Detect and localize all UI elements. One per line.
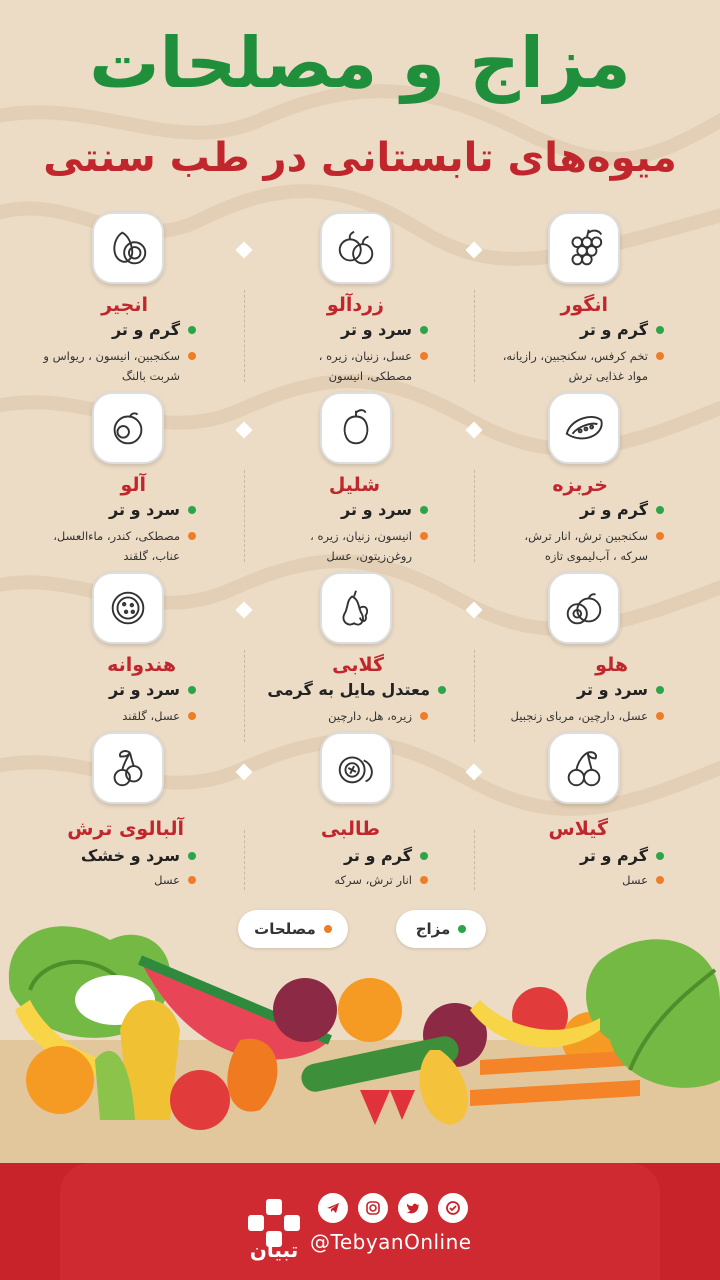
fruit-name: هندوانه — [107, 654, 176, 676]
remedy-text: عسل — [154, 873, 180, 887]
mizaj-dot — [188, 506, 196, 514]
remedy-dot — [656, 532, 664, 540]
mizaj-dot — [656, 506, 664, 514]
fruit-name: زردآلو — [326, 294, 384, 316]
remedy-text: عسل، گلقند — [122, 709, 180, 723]
mizaj-row — [109, 680, 196, 699]
mizaj-dot — [438, 686, 446, 694]
page-title: مزاج و مصلحات — [89, 22, 631, 104]
fruit-name: آلو — [120, 474, 146, 496]
mizaj-text: سرد و تر — [577, 680, 648, 699]
footer-panel — [60, 1163, 660, 1280]
remedy-text: تخم کرفس، سکنجبین، رازیانه، مواد غذایی ترش — [502, 349, 648, 383]
remedy-dot — [420, 352, 428, 360]
fruit-name: انجیر — [101, 294, 148, 316]
fig-icon — [92, 212, 164, 284]
remedy-dot — [420, 532, 428, 540]
instagram-icon[interactable] — [358, 1193, 388, 1223]
watermelon-icon — [92, 572, 164, 644]
mizaj-row — [341, 320, 428, 339]
remedy-text: عسل — [622, 873, 648, 887]
mizaj-row — [580, 846, 664, 865]
remedy-text: انار ترش، سرکه — [334, 873, 412, 887]
mizaj-dot — [420, 506, 428, 514]
fruit-name: گلابی — [332, 654, 384, 676]
mizaj-text: سرد و خشک — [80, 846, 180, 865]
remedy-row — [282, 526, 428, 566]
nectarine-icon — [320, 392, 392, 464]
remedy-text: عسل، دارچین، مربای زنجبیل — [510, 709, 648, 723]
remedy-row — [292, 870, 428, 890]
legend-remedy — [238, 910, 348, 948]
divider — [474, 470, 475, 562]
produce-illustration — [0, 900, 720, 1165]
mizaj-text: گرم و تر — [579, 500, 648, 519]
mizaj-row — [112, 320, 196, 339]
fruit-name: آلبالوی ترش — [67, 818, 184, 840]
remedy-dot — [656, 712, 664, 720]
mizaj-text: گرم و تر — [579, 846, 648, 865]
remedy-dot — [188, 532, 196, 540]
divider — [244, 470, 245, 562]
mizaj-text: سرد و تر — [341, 320, 412, 339]
remedy-dot — [188, 352, 196, 360]
mizaj-dot — [458, 925, 466, 933]
mizaj-dot — [420, 326, 428, 334]
legend-mizaj — [396, 910, 486, 948]
remedy-row — [30, 526, 196, 566]
divider — [474, 830, 475, 890]
remedy-text: انیسون، زنیان، زیره ، روغن‌زیتون، عسل — [310, 529, 412, 563]
remedy-text: سکنجبین ترش، انار ترش، سرکه ، آب‌لیموی تازه — [524, 529, 648, 563]
social-handle[interactable]: @TebyanOnline — [310, 1230, 472, 1254]
melon-icon — [548, 392, 620, 464]
legend-mizaj-label: مزاج — [415, 920, 451, 938]
telegram-icon[interactable] — [318, 1193, 348, 1223]
grapes-icon — [548, 212, 620, 284]
mizaj-row — [580, 320, 664, 339]
remedy-row — [60, 706, 196, 726]
remedy-row — [40, 346, 196, 386]
mizaj-row — [341, 500, 428, 519]
mizaj-text: سرد و تر — [341, 500, 412, 519]
mizaj-dot — [188, 326, 196, 334]
remedy-dot — [656, 352, 664, 360]
fruit-name: انگور — [560, 294, 608, 316]
peach-icon — [548, 572, 620, 644]
mizaj-text: گرم و تر — [579, 320, 648, 339]
divider — [244, 830, 245, 890]
divider — [244, 650, 245, 742]
remedy-dot — [324, 925, 332, 933]
brand-name: تبیان — [249, 1238, 299, 1262]
remedy-row — [548, 870, 664, 890]
legend-remedy-label: مصلحات — [254, 920, 316, 938]
mizaj-row — [267, 680, 446, 699]
mizaj-dot — [420, 852, 428, 860]
remedy-dot — [420, 876, 428, 884]
mizaj-row — [81, 846, 196, 865]
remedy-row — [478, 706, 664, 726]
fruit-name: شلیل — [328, 474, 380, 496]
remedy-row — [282, 706, 428, 726]
check-icon[interactable] — [438, 1193, 468, 1223]
cherry-icon — [548, 732, 620, 804]
page-subtitle: میوه‌های تابستانی در طب سنتی — [43, 135, 677, 181]
remedy-dot — [188, 876, 196, 884]
remedy-text: عسل، زنیان، زیره ، مصطکی، انیسون — [318, 349, 412, 383]
mizaj-row — [109, 500, 196, 519]
mizaj-text: گرم و تر — [343, 846, 412, 865]
mizaj-dot — [188, 852, 196, 860]
mizaj-dot — [656, 852, 664, 860]
remedy-text: مصطکی، کندر، ماءالعسل، عناب، گلقند — [53, 529, 180, 563]
remedy-row — [498, 346, 664, 386]
remedy-row — [498, 526, 664, 566]
remedy-text: سکنجبین، انیسون ، ریواس و شربت بالنگ — [43, 349, 180, 383]
mizaj-row — [577, 680, 664, 699]
mizaj-row — [580, 500, 664, 519]
divider — [244, 290, 245, 382]
fruit-name: خربزه — [552, 474, 608, 496]
remedy-row — [80, 870, 196, 890]
divider — [474, 290, 475, 382]
remedy-dot — [420, 712, 428, 720]
mizaj-row — [344, 846, 428, 865]
apricot-icon — [320, 212, 392, 284]
remedy-text: زیره، هل، دارچین — [328, 709, 412, 723]
mizaj-dot — [188, 686, 196, 694]
fruit-name: گیلاس — [548, 818, 608, 840]
mizaj-dot — [656, 686, 664, 694]
sour-cherry-icon — [92, 732, 164, 804]
fruit-name: طالبی — [320, 818, 380, 840]
mizaj-text: معتدل مایل به گرمی — [267, 680, 430, 699]
cantaloupe-icon — [320, 732, 392, 804]
remedy-dot — [188, 712, 196, 720]
divider — [474, 650, 475, 742]
mizaj-text: سرد و تر — [109, 500, 180, 519]
plum-icon — [92, 392, 164, 464]
remedy-dot — [656, 876, 664, 884]
pear-icon — [320, 572, 392, 644]
fruit-name: هلو — [595, 654, 628, 676]
twitter-icon[interactable] — [398, 1193, 428, 1223]
mizaj-text: سرد و تر — [109, 680, 180, 699]
remedy-row — [282, 346, 428, 386]
mizaj-text: گرم و تر — [111, 320, 180, 339]
mizaj-dot — [656, 326, 664, 334]
